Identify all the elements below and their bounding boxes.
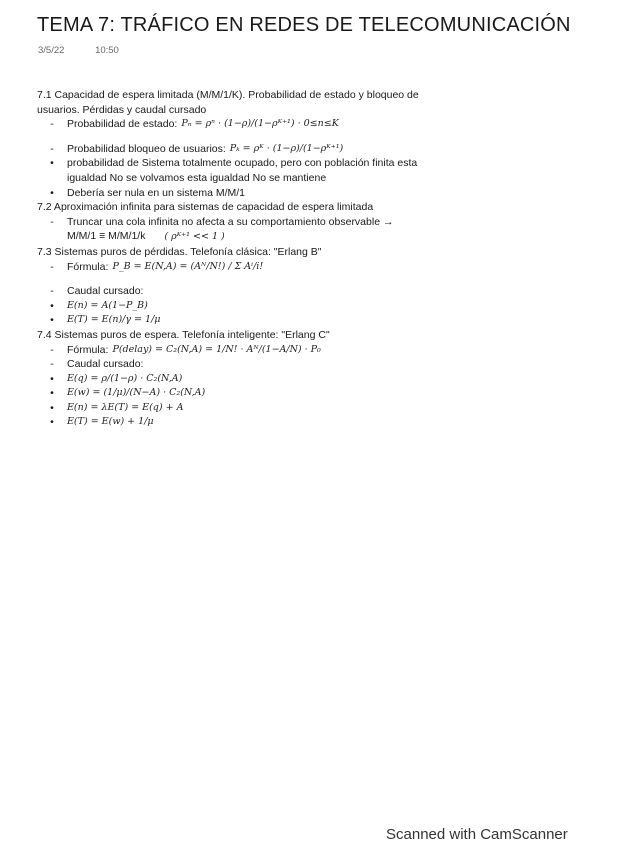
bullet-marker: •	[50, 416, 54, 429]
list-item-continuation	[37, 229, 457, 245]
list-item	[37, 299, 457, 314]
dash-marker: -	[50, 285, 54, 298]
section-7-4-heading: 7.4 Sistemas puros de espera. Telefonía inteligente: "Erlang C"	[37, 328, 330, 341]
list-item	[37, 186, 457, 201]
section-7-2-heading: 7.2 Aproximación infinita para sistemas de capacidad de espera limitada	[37, 201, 374, 214]
handwritten-formula: E(w) = (1/μ)/(N−A) · C₂(N,A)	[67, 387, 206, 399]
bullet-marker: •	[50, 401, 54, 414]
list-item-text: Caudal cursado:	[67, 285, 144, 298]
list-item	[37, 401, 457, 416]
handwritten-formula: Pₙ = ρⁿ · (1−ρ)/(1−ρᴷ⁺¹) · 0≤n≤K	[181, 118, 339, 130]
dash-marker: -	[50, 215, 54, 228]
list-item	[37, 343, 457, 358]
dash-marker: -	[50, 260, 54, 273]
handwritten-formula: E(n) = A(1−P_B)	[67, 299, 148, 311]
list-item-text: Truncar una cola infinita no afecta a su comportamiento observable →	[67, 215, 394, 228]
note-body	[37, 88, 457, 430]
list-item	[37, 260, 457, 275]
equivalence-text: M/M/1 ≡ M/M/1/k	[67, 230, 146, 243]
scanner-watermark: Scanned with CamScanner	[386, 826, 568, 843]
dash-marker: -	[50, 118, 54, 131]
dash-marker: -	[50, 343, 54, 356]
dash-marker: -	[50, 358, 54, 371]
bullet-marker: •	[50, 314, 54, 327]
list-item	[37, 215, 457, 230]
dash-marker: -	[50, 142, 54, 155]
bullet-marker: •	[50, 186, 54, 199]
list-item	[37, 386, 457, 401]
section-7-3-heading: 7.3 Sistemas puros de pérdidas. Telefonía clásica: "Erlang B"	[37, 245, 322, 258]
list-item-text: probabilidad de Sistema totalmente ocupado, pero con población finita esta	[67, 157, 418, 170]
list-item	[37, 357, 457, 372]
handwritten-formula: P(delay) = C₂(N,A) = 1/N! · Aᴺ/(1−A/N) · P₀	[112, 343, 321, 355]
handwritten-formula: E(T) = E(n)/γ = 1/μ	[67, 314, 161, 326]
list-item-continuation: igualdad No se volvamos esta igualdad No se mantiene	[67, 171, 327, 184]
bullet-marker: •	[50, 299, 54, 312]
bullet-marker: •	[50, 157, 54, 170]
list-item-text: Probabilidad bloqueo de usuarios:	[67, 142, 226, 155]
list-item-text: Probabilidad de estado:	[67, 118, 178, 131]
list-item	[37, 117, 457, 132]
list-item	[37, 313, 457, 328]
list-item	[37, 415, 457, 430]
list-item-text: Fórmula:	[67, 343, 109, 356]
handwritten-formula: E(q) = ρ/(1−ρ) · C₂(N,A)	[67, 372, 183, 384]
section-7-1-heading: 7.1 Capacidad de espera limitada (M/M/1/K). Probabilidad de estado y bloqueo de usuarios. Pérdidas y caudal cursado	[37, 89, 419, 116]
note-time: 10:50	[95, 45, 119, 56]
handwritten-formula: ( ρᴷ⁺¹ << 1 )	[164, 231, 225, 243]
note-date: 3/5/22	[38, 45, 65, 56]
handwritten-formula: Pₖ = ρᴷ · (1−ρ)/(1−ρᴷ⁺¹)	[229, 142, 344, 154]
list-item	[37, 156, 457, 171]
list-item	[37, 372, 457, 387]
page-title: TEMA 7: TRÁFICO EN REDES DE TELECOMUNICACIÓN	[37, 14, 571, 36]
handwritten-formula: P_B = E(N,A) = (Aᴺ/N!) / Σ Aⁱ/i!	[112, 260, 264, 272]
list-item	[37, 142, 457, 157]
bullet-marker: •	[50, 387, 54, 400]
list-item-text: Caudal cursado:	[67, 358, 144, 371]
list-item	[37, 284, 457, 299]
handwritten-formula: E(n) = λE(T) = E(q) + A	[67, 401, 184, 413]
bullet-marker: •	[50, 372, 54, 385]
note-meta	[38, 45, 147, 56]
list-item-text: Debería ser nula en un sistema M/M/1	[67, 186, 245, 199]
handwritten-formula: E(T) = E(w) + 1/μ	[67, 416, 154, 428]
list-item-text: Fórmula:	[67, 260, 109, 273]
